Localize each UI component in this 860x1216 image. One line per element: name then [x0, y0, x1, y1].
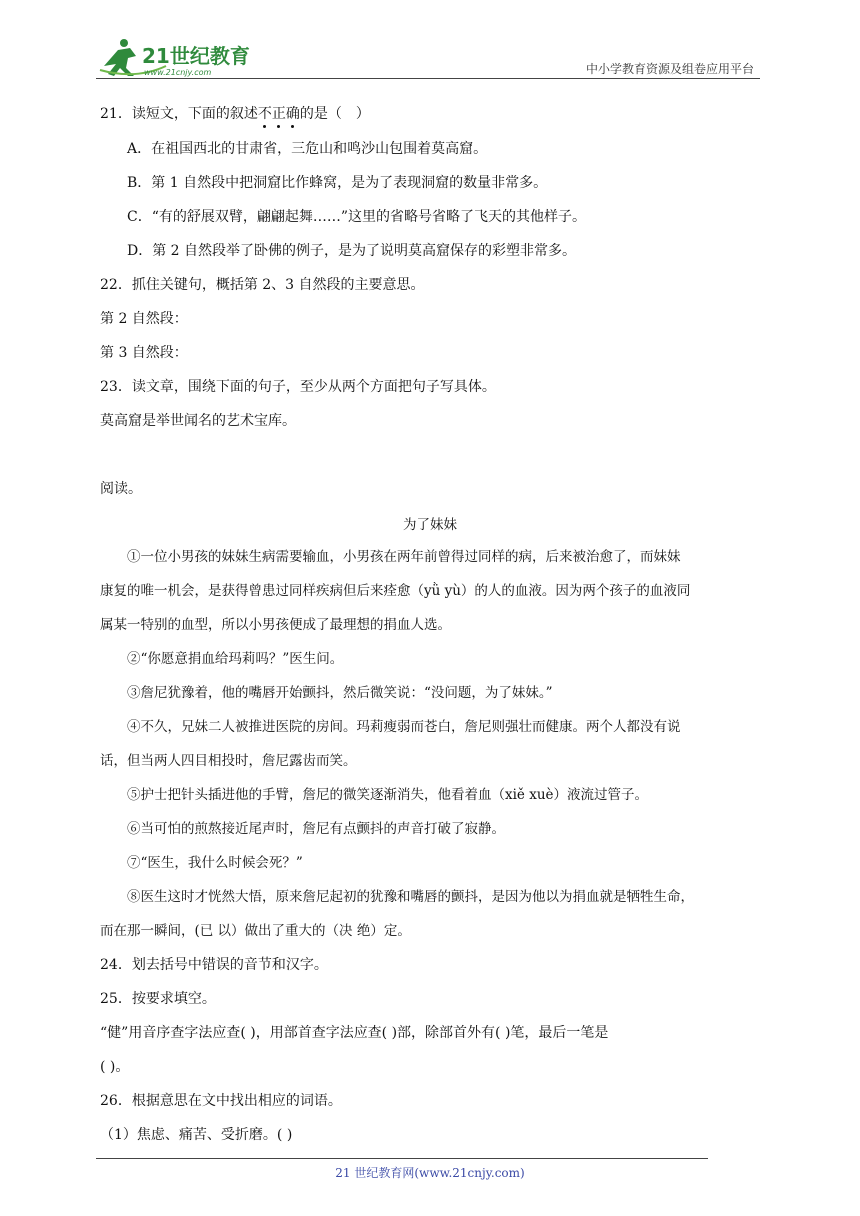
q25-line-2: ( )。: [100, 1059, 130, 1075]
question-25-stem: 25．按要求填空。: [100, 991, 216, 1007]
q21-option-c: C．“有的舒展双臂，翩翩起舞……”这里的省略号省略了飞天的其他样子。: [127, 209, 587, 225]
passage-line: 话，但当两人四目相投时，詹尼露齿而笑。: [100, 753, 357, 769]
footer-divider: [96, 1158, 708, 1159]
passage-line: 属某一特别的血型，所以小男孩便成了最理想的捐血人选。: [100, 617, 451, 633]
passage-title: 为了妹妹: [403, 517, 457, 533]
logo-text: 21世纪教育: [142, 44, 250, 68]
question-26-stem: 26．根据意思在文中找出相应的词语。: [100, 1093, 342, 1109]
q26-item-1: （1）焦虑、痛苦、受折磨。( ): [100, 1127, 293, 1143]
passage-line: ⑥当可怕的煎熬接近尾声时，詹尼有点颤抖的声音打破了寂静。: [127, 821, 505, 837]
passage-line: ⑤护士把针头插进他的手臂，詹尼的微笑逐渐消失，他看着血（xiě xuè）液流过管子。: [127, 787, 649, 803]
passage-line: 康复的唯一机会，是获得曾患过同样疾病但后来痊愈（yǜ yù）的人的血液。因为两个孩子的血液同: [100, 583, 691, 599]
q22-paragraph-3: 第 3 自然段：: [100, 345, 188, 361]
question-23-stem: 23．读文章，围绕下面的句子，至少从两个方面把句子写具体。: [100, 379, 496, 395]
header-divider: [96, 78, 760, 79]
q23-sentence: 莫高窟是举世闻名的艺术宝库。: [100, 413, 296, 429]
passage-line: ⑧医生这时才恍然大悟，原来詹尼起初的犹豫和嘴唇的颤抖，是因为他以为捐血就是牺牲生命，: [127, 889, 694, 905]
q25-line-1: “健”用音序查字法应查( )，用部首查字法应查( )部，除部首外有( )笔，最后一笔是: [100, 1025, 609, 1041]
question-22-stem: 22．抓住关键句，概括第 2、3 自然段的主要意思。: [100, 277, 425, 293]
question-21-stem: 21．读短文，下面的叙述不正确的是（ ）: [100, 106, 370, 122]
question-24-stem: 24．划去括号中错误的音节和汉字。: [100, 957, 328, 973]
emphasis-char: 正: [271, 106, 286, 122]
q22-paragraph-2: 第 2 自然段：: [100, 311, 188, 327]
q21-option-b: B．第 1 自然段中把洞窟比作蜂窝，是为了表现洞窟的数量非常多。: [127, 175, 548, 191]
logo-21cnjy: [96, 36, 256, 80]
page-footer: 21 世纪教育网(www.21cnjy.com): [335, 1166, 525, 1180]
passage-line: ⑦“医生，我什么时候会死？”: [127, 855, 303, 871]
passage-line: ②“你愿意捐血给玛莉吗？”医生问。: [127, 651, 344, 667]
passage-line: ③詹尼犹豫着，他的嘴唇开始颤抖，然后微笑说：“没问题，为了妹妹。”: [127, 685, 553, 701]
passage-line: 而在那一瞬间，(已 以）做出了重大的（决 绝）定。: [100, 923, 411, 939]
emphasis-char: 确: [285, 106, 300, 122]
page-header: [96, 36, 760, 80]
q21-option-a: A．在祖国西北的甘肃省，三危山和鸣沙山包围着莫高窟。: [127, 141, 488, 157]
platform-name: 中小学教育资源及组卷应用平台: [585, 62, 754, 76]
reading-intro: 阅读。: [100, 481, 142, 497]
q21-option-d: D．第 2 自然段举了卧佛的例子，是为了说明莫高窟保存的彩塑非常多。: [127, 243, 577, 259]
logo-subtext: www.21cnjy.com: [144, 68, 212, 77]
emphasis-char: 不: [257, 106, 272, 122]
passage-line: ①一位小男孩的妹妹生病需要输血，小男孩在两年前曾得过同样的病，后来被治愈了，而妹妹: [127, 549, 681, 565]
emphasis-dotted: [258, 106, 300, 122]
passage-line: ④不久，兄妹二人被推进医院的房间。玛莉瘦弱而苍白，詹尼则强壮而健康。两个人都没有说: [127, 719, 681, 735]
